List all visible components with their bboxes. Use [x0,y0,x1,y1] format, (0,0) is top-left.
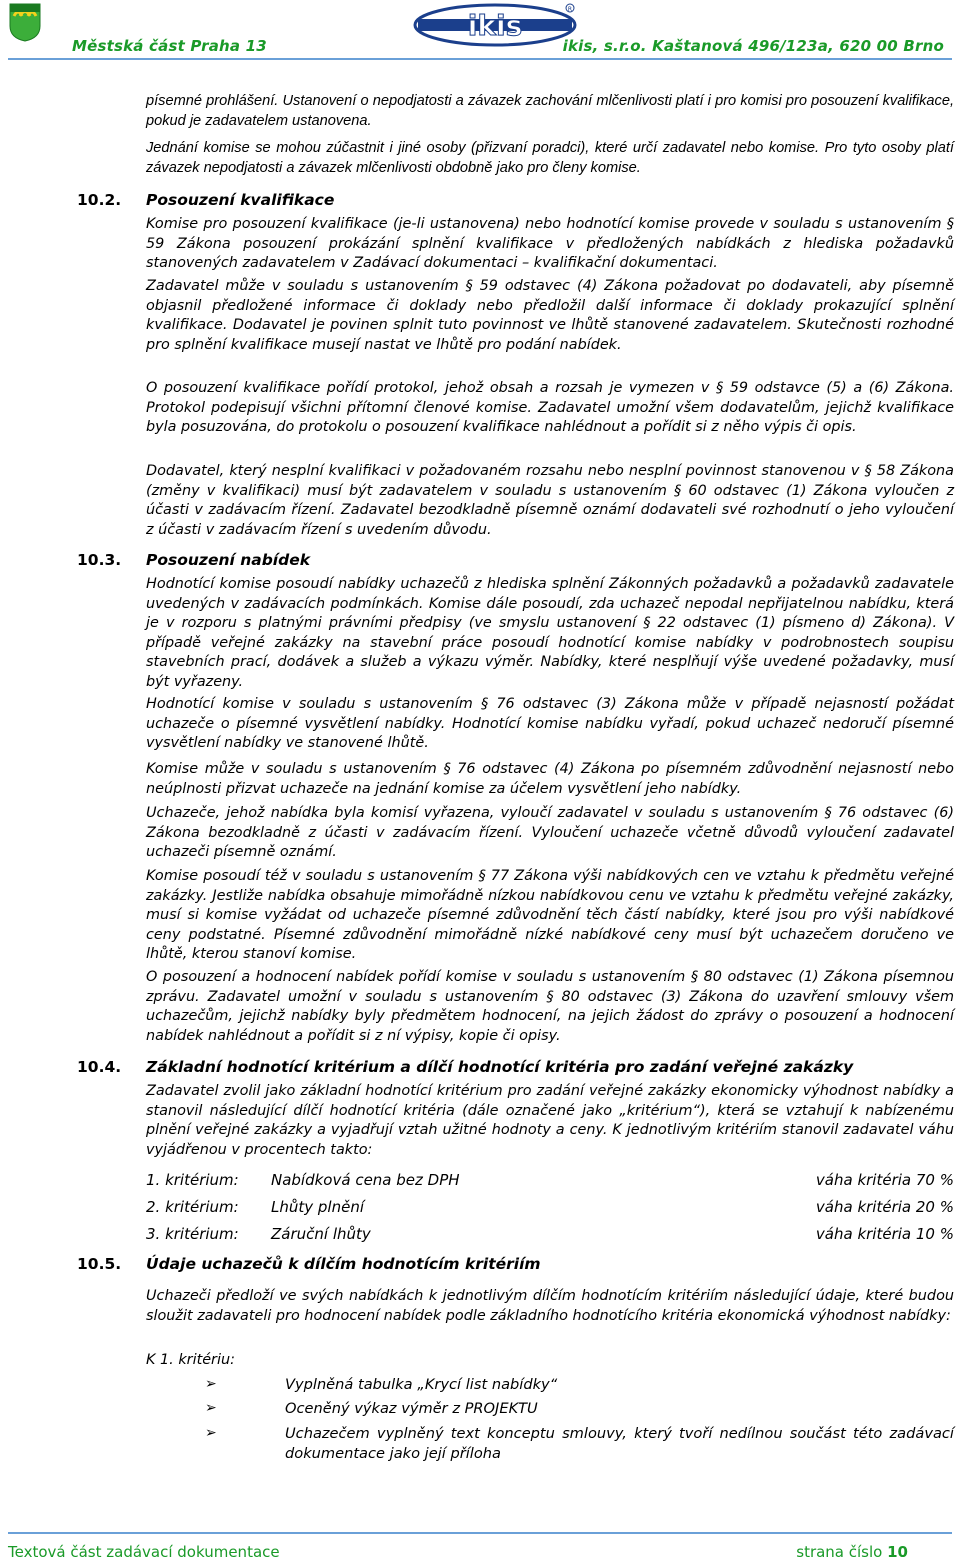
arrow-bullet-icon: ➢ [205,1425,217,1441]
paragraph: Uchazeči předloží ve svých nabídkách k jednotlivým dílčím hodnotícím kritériím následující údaje, které budou sloužit zadavateli pro hodnocení nabídek podle základního hodnotícího kritéria ekonomická výhodnost nabídky: [146,1288,954,1324]
svg-text:R: R [567,6,573,13]
paragraph: Komise pro posouzení kvalifikace (je-li ustanovena) nebo hodnotící komise provede v souladu s ustanovením § 59 Zákona posouzení prokázání splnění kvalifikace v předložených nabídkách z hlediska požadavků stanovených zadavatelem v Zadávací dokumentaci – kvalifikační dokumentaci. [146,216,954,271]
paragraph: Hodnotící komise v souladu s ustanovením § 76 odstavec (3) Zákona může v případě nejasností požádat uchazeče o písemné vysvětlení nabídky. Hodnotící komise nabídku vyřadí, pokud uchazeč nedoručí písemné vysvětlení nabídky ve stanovené lhůtě. [146,696,954,751]
footer-divider [8,1532,952,1534]
section-title: Základní hodnotící kritérium a dílčí hodnotící kritéria pro zadání veřejné zakázky [146,1058,854,1076]
footer-document-title: Textová část zadávací dokumentace [8,1543,280,1561]
section-title: Údaje uchazečů k dílčím hodnotícím kritériím [146,1255,541,1273]
criterion-subheading: K 1. kritériu: [146,1352,235,1368]
criterion-weight: váha kritéria 10 % [815,1225,954,1243]
section-number: 10.2. [77,191,122,209]
ikis-logo [410,2,580,48]
paragraph: O posouzení a hodnocení nabídek pořídí komise v souladu s ustanovením § 80 odstavec (1) Zákona písemnou zprávu. Zadavatel umožní v souladu s ustanovením § 80 odstavec (3) Zákona do uzavření smlouvy všem uchazečům, jejichž nabídky byly předmětem hodnocení, na jejich žádost do zprávy o posouzení a hodnocení nabídek nahlédnout a pořídit si z ní výpisy, kopie či opisy. [146,969,954,1044]
paragraph: Komise může v souladu s ustanovením § 76 odstavec (4) Zákona po písemném zdůvodnění nejasností nebo neúplnosti přizvat uchazeče na jednání komise za účelem vysvětlení jeho nabídky. [146,761,954,797]
paragraph: Hodnotící komise posoudí nabídky uchazečů z hlediska splnění Zákonných požadavků a požadavků zadavatele uvedených v zadávacích podmínkách. Komise dále posoudí, zda uchazeč nepodal nepřijatelnou nabídku, která je v rozporu s platnými právními předpisy (ve smyslu ustanovení § 22 odstavec (1) písmeno d) Zákona). V případě veřejné zakázky na stavební práce posoudí hodnotící komise nabídky v podrobnostech soupisu stavebních prací, dodávek a služeb a výkazu výměr. Nabídky, které nesplňují výše uvedené požadavky, musí být vyřazeny. [146,576,954,690]
criterion-weight: váha kritéria 20 % [815,1198,954,1216]
section-number: 10.4. [77,1058,122,1076]
section-number: 10.5. [77,1255,122,1273]
municipality-crest-icon [8,2,42,42]
criterion-label: 3. kritérium: [146,1225,239,1243]
paragraph: Zadavatel může v souladu s ustanovením § 59 odstavec (4) Zákona požadovat po dodavateli, aby písemně objasnil předložené informace či doklady nebo předložil další informace či doklady prokazující splnění kvalifikace. Dodavatel je povinen splnit tuto povinnost ve lhůtě stanovené zadavatelem. Skutečnosti rozhodné pro splnění kvalifikace musejí nastat ve lhůtě pro podání nabídek. [146,278,954,353]
paragraph: Komise posoudí též v souladu s ustanovením § 77 Zákona výši nabídkových cen ve vztahu k předmětu veřejné zakázky. Jestliže nabídka obsahuje mimořádně nízkou nabídkovou cenu ve vztahu k předmětu veřejné zakázky, musí si komise vyžádat od uchazeče písemné zdůvodnění těch částí nabídky, které jsou pro výši nabídkové ceny podstatné. Písemné zdůvodnění mimořádně nízké nabídkové ceny musí být uchazečem doručeno ve lhůtě, kterou stanoví komise. [146,868,954,962]
paragraph: Uchazeče, jehož nabídka byla komisí vyřazena, vyloučí zadavatel v souladu s ustanovením § 76 odstavec (6) Zákona bezodkladně z účasti v zadávacím řízení. Vyloučení uchazeče včetně důvodů vyloučení zadavatel uchazeči písemně oznámí. [146,805,954,860]
list-item: Vyplněná tabulka „Krycí list nabídky“ [285,1376,558,1393]
criterion-name: Záruční lhůty [271,1225,371,1243]
criterion-row [146,1224,954,1244]
footer-page-number: 10 [887,1543,908,1561]
footer-page-indicator [796,1543,908,1561]
list-item: Oceněný výkaz výměr z PROJEKTU [285,1400,538,1417]
criterion-row [146,1170,954,1190]
criterion-label: 2. kritérium: [146,1198,239,1216]
header-company-address: ikis, s.r.o. Kaštanová 496/123a, 620 00 Brno [562,37,944,55]
section-title: Posouzení kvalifikace [146,191,335,209]
criterion-weight: váha kritéria 70 % [815,1171,954,1189]
page-header [0,0,960,62]
paragraph: Dodavatel, který nesplní kvalifikaci v požadovaném rozsahu nebo nesplní povinnost stanovenou v § 58 Zákona (změny v kvalifikaci) musí být zadavatelem v souladu s ustanovením § 60 odstavec (1) Zákona vyloučen z účasti v zadávacím řízení. Zadavatel bezodkladně písemně oznámí dodavateli své rozhodnutí o jeho vyloučení z účasti v zadávacím řízení s uvedením důvodu. [146,463,954,538]
paragraph: O posouzení kvalifikace pořídí protokol, jehož obsah a rozsah je vymezen v § 59 odstavce (5) a (6) Zákona. Protokol podepisují všichni přítomní členové komise. Zadavatel umožní všem dodavatelům, jejichž kvalifikace byla posuzována, do protokolu o posouzení kvalifikace nahlédnout a pořídit si z něho výpis či opis. [146,380,954,435]
criterion-label: 1. kritérium: [146,1171,239,1189]
criterion-row [146,1197,954,1217]
header-divider [8,58,952,60]
arrow-bullet-icon: ➢ [205,1376,217,1392]
criterion-name: Nabídková cena bez DPH [271,1171,460,1189]
criterion-name: Lhůty plnění [271,1198,364,1216]
intro-paragraph-2: Jednání komise se mohou zúčastnit i jiné osoby (přizvaní poradci), které určí zadavatel nebo komise. Pro tyto osoby platí závazek nepodjatosti a závazek mlčenlivosti obdobně jako pro členy komise. [146,140,954,176]
list-item: Uchazečem vyplněný text konceptu smlouvy, který tvoří nedílnou součást této zadávací dokumentace jako její příloha [285,1425,954,1462]
footer-page-label: strana číslo [796,1543,888,1561]
arrow-bullet-icon: ➢ [205,1400,217,1416]
section-title: Posouzení nabídek [146,551,311,569]
section-number: 10.3. [77,551,122,569]
intro-paragraph-1: písemné prohlášení. Ustanovení o nepodjatosti a závazek zachování mlčenlivosti platí i pro komisi pro posouzení kvalifikace, pokud je zadavatelem ustanovena. [146,93,954,129]
paragraph: Zadavatel zvolil jako základní hodnotící kritérium pro zadání veřejné zakázky ekonomicky výhodnost nabídky a stanovil následující dílčí hodnotící kritéria (dále označené jako „kritérium“), která se vztahují k nabízenému plnění veřejné zakázky a vyjadřují vztah užitné hodnoty a ceny. K jednotlivým kritériím stanovil zadavatel váhu vyjádřenou v procentech takto: [146,1083,954,1158]
svg-text:ikis: ikis [467,9,523,42]
header-organization: Městská část Praha 13 [72,37,267,55]
